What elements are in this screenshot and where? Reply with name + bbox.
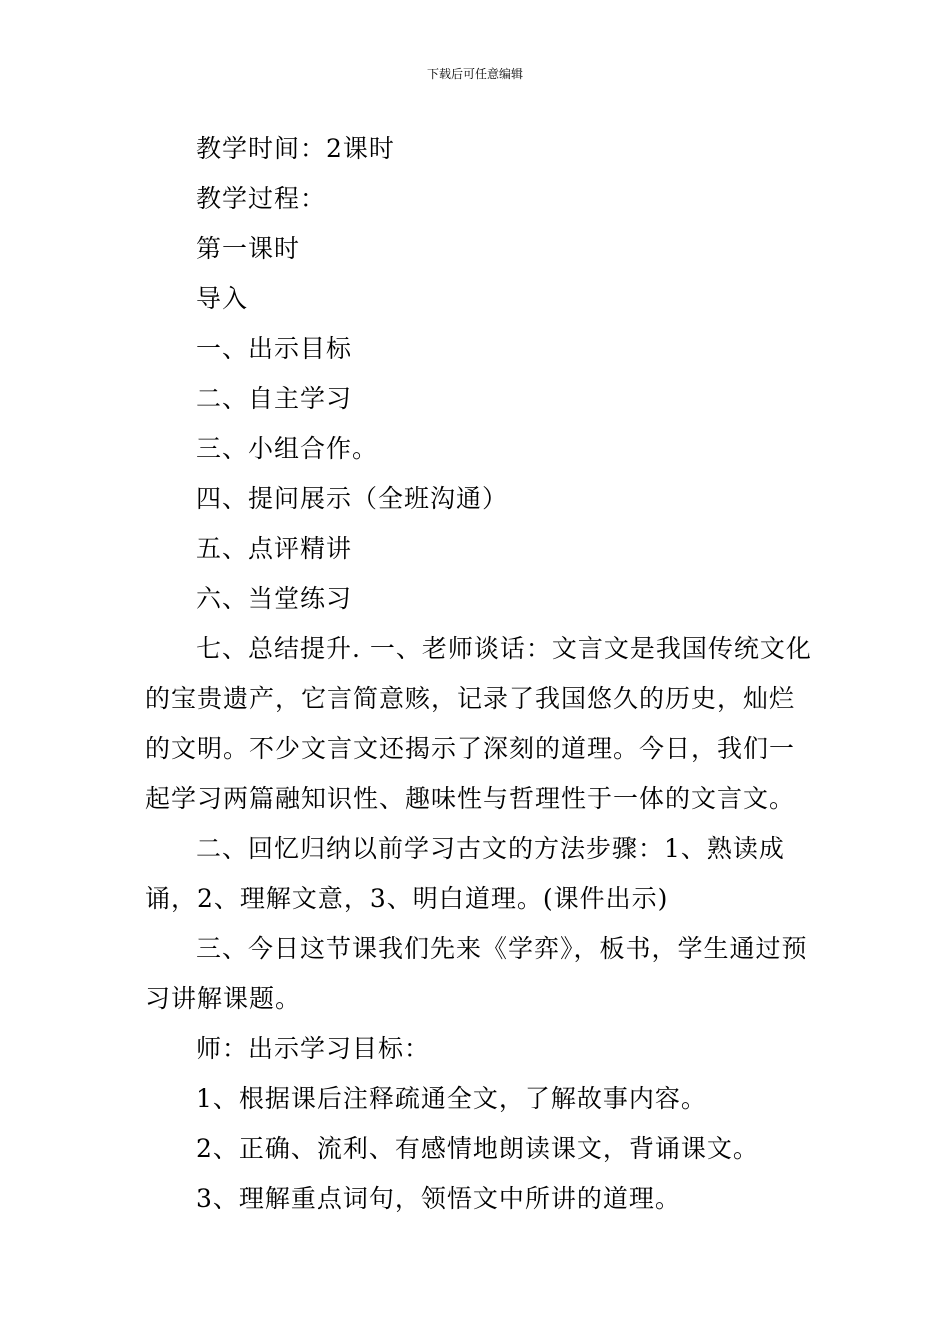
page-header-note: 下载后可任意编辑 (426, 67, 523, 81)
paragraph-lesson-topic: 三、今日这节课我们先来《学弈》，板书，学生通过预习讲解课题。 (145, 934, 808, 1013)
paragraph-goal-1: 1、根据课后注释疏通全文，了解故事内容。 (196, 1084, 707, 1113)
paragraph-step-4: 四、提问展示（全班沟通） (196, 484, 509, 513)
document-body (145, 124, 815, 1224)
paragraph-step-7-teacher-talk: 七、总结提升. 一、老师谈话：文言文是我国传统文化的宝贵遗产，它言简意赅，记录了我国悠久的历史，灿烂的文明。不少文言文还揭示了深刻的道理。今日，我们一起学习两篇融知识性、趣味性与哲理性于一体的文言文。 (145, 634, 812, 813)
paragraph-step-5: 五、点评精讲 (196, 534, 353, 563)
paragraph-goal-3: 3、理解重点词句，领悟文中所讲的道理。 (196, 1184, 681, 1213)
paragraph-goal-2: 2、正确、流利、有感情地朗读课文，背诵课文。 (196, 1134, 759, 1163)
paragraph-step-3: 三、小组合作。 (196, 434, 379, 463)
paragraph-step-6: 六、当堂练习 (196, 584, 353, 613)
paragraph-review-methods: 二、回忆归纳以前学习古文的方法步骤：1、熟读成诵，2、理解文意，3、明白道理。(课件出示) (145, 834, 785, 913)
paragraph-first-lesson: 第一课时 (196, 234, 301, 263)
paragraph-learning-goals-heading: 师：出示学习目标： (196, 1034, 431, 1063)
paragraph-step-2: 二、自主学习 (196, 384, 353, 413)
paragraph-teaching-process: 教学过程： (196, 184, 327, 213)
paragraph-step-1: 一、出示目标 (196, 334, 353, 363)
paragraph-teaching-time: 教学时间：2课时 (196, 134, 395, 163)
paragraph-introduction: 导入 (196, 284, 249, 313)
